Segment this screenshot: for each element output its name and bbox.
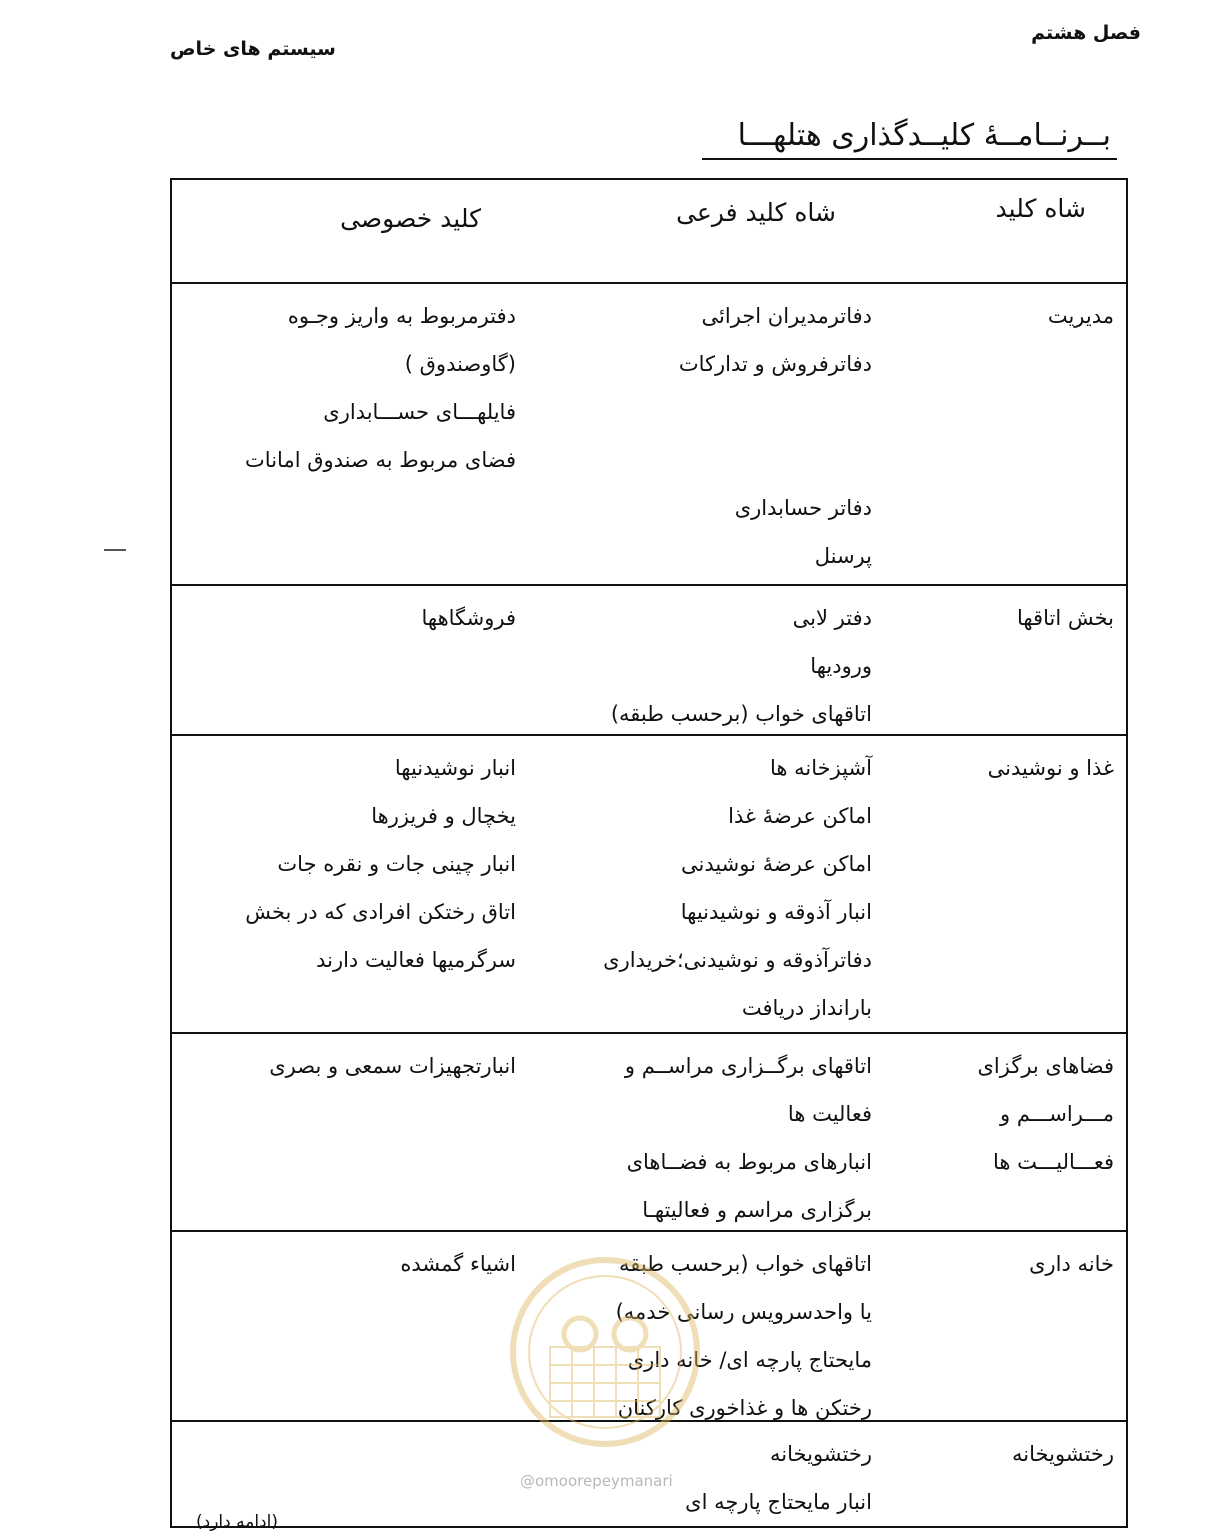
- cell-line: دفترمربوط به واریز وجـوه: [287, 304, 516, 328]
- watermark-logo: [505, 1252, 705, 1452]
- section-rooms: [172, 586, 1126, 736]
- cell-line: خانه داری: [1029, 1252, 1114, 1276]
- cell-line: فعـــالیـــت ها: [993, 1150, 1114, 1174]
- cell-line: فروشگاهها: [421, 606, 516, 630]
- cell-line: برگزاری مراسم و فعالیتهـا: [642, 1198, 872, 1222]
- private-key-cell: [176, 1042, 516, 1090]
- cell-line: دفاترآذوقه و نوشیدنی؛خریداری: [603, 948, 872, 972]
- header-master-key: شاه کلید: [995, 194, 1086, 223]
- private-key-cell: [176, 594, 516, 642]
- cell-line: رختکن ها و غذاخوری کارکنان: [617, 1396, 872, 1420]
- cell-line: دفاتر حسابداری: [734, 496, 872, 520]
- master-key-cell: [924, 1042, 1114, 1186]
- cell-line: فضاهای برگزای: [977, 1054, 1114, 1078]
- cell-line: ورودیها: [810, 654, 872, 678]
- master-key-cell: [924, 1240, 1114, 1288]
- cell-line: غذا و نوشیدنی: [987, 756, 1114, 780]
- cell-line: رختشویخانه: [770, 1442, 872, 1466]
- private-key-cell: [176, 1240, 516, 1288]
- cell-line: [532, 436, 872, 484]
- master-key-cell: [924, 1430, 1114, 1478]
- cell-line: سرگرمیها فعالیت دارند: [316, 948, 516, 972]
- chapter-header: فصل هشتم: [1031, 22, 1141, 44]
- cell-line: مایحتاج پارچه ای/ خانه داری: [627, 1348, 872, 1372]
- cell-line: اتاقهای خواب (برحسب طبقه: [619, 1252, 872, 1276]
- cell-line: یخچال و فریزرها: [371, 804, 516, 828]
- cell-line: (گاوصندوق ): [404, 352, 516, 376]
- section-header: سیستم های خاص: [170, 38, 336, 60]
- master-key-cell: [924, 594, 1114, 642]
- cell-line: آشپزخانه ها: [770, 756, 872, 780]
- private-key-cell: [176, 292, 516, 484]
- cell-line: فایلهـــای حســـابداری: [323, 400, 516, 424]
- cell-line: انبار آذوقه و نوشیدنیها: [680, 900, 872, 924]
- sub-master-key-cell: [532, 594, 872, 738]
- cell-line: اتاق رختکن افرادی که در بخش: [245, 900, 516, 924]
- title-underline: [702, 158, 1117, 160]
- cell-line: انبارتجهیزات سمعی و بصری: [269, 1054, 516, 1078]
- cell-line: مـــراســـم و: [1000, 1102, 1114, 1126]
- cell-line: انبارهای مربوط به فضــاهای: [626, 1150, 872, 1174]
- header-sub-master-key: شاه کلید فرعی: [676, 198, 836, 227]
- cell-line: پرسنل: [814, 544, 872, 568]
- private-key-cell: [176, 744, 516, 984]
- sub-master-key-cell: [532, 1042, 872, 1234]
- page-title: بــرنــامــهٔ کلیــدگذاری هتلهـــا: [737, 118, 1111, 153]
- master-key-cell: [924, 292, 1114, 340]
- cell-line: انبار نوشیدنیها: [394, 756, 516, 780]
- cell-line: اماکن عرضهٔ نوشیدنی: [680, 852, 872, 876]
- sub-master-key-cell: [532, 744, 872, 1032]
- cell-line: دفاترفروش و تدارکات: [678, 352, 872, 376]
- table-header-row: [172, 178, 1126, 284]
- continued-note: (ادامه دارد): [196, 1512, 278, 1532]
- cell-line: بخش اتاقها: [1016, 606, 1114, 630]
- section-food-beverage: [172, 736, 1126, 1034]
- section-function-spaces: [172, 1034, 1126, 1232]
- cell-line: مدیریت: [1047, 304, 1114, 328]
- cell-line: اتاقهای برگــزاری مراســم و: [624, 1054, 872, 1078]
- cell-line: دفتر لابی: [792, 606, 872, 630]
- cell-line: بارانداز دریافت: [741, 996, 872, 1020]
- cell-line: اتاقهای خواب (برحسب طبقه): [610, 702, 872, 726]
- cell-line: اشیاء گمشده: [400, 1252, 516, 1276]
- cell-line: انبار چینی جات و نقره جات: [277, 852, 516, 876]
- watermark-handle: @omoorepeymanari: [520, 1472, 673, 1490]
- section-management: [172, 284, 1126, 586]
- cell-line: انبار مایحتاج پارچه ای: [685, 1490, 872, 1514]
- cell-line: فضای مربوط به صندوق امانات: [245, 448, 516, 472]
- cell-line: رختشویخانه: [1012, 1442, 1114, 1466]
- margin-mark: [104, 549, 126, 551]
- cell-line: فعالیت ها: [787, 1102, 872, 1126]
- cell-line: یا واحدسرویس رسانی خدمه): [615, 1300, 872, 1324]
- header-private-key: کلید خصوصی: [340, 204, 481, 233]
- master-key-cell: [924, 744, 1114, 792]
- sub-master-key-cell: [532, 292, 872, 580]
- cell-line: [532, 388, 872, 436]
- cell-line: دفاترمدیران اجرائی: [701, 304, 872, 328]
- cell-line: اماکن عرضهٔ غذا: [728, 804, 872, 828]
